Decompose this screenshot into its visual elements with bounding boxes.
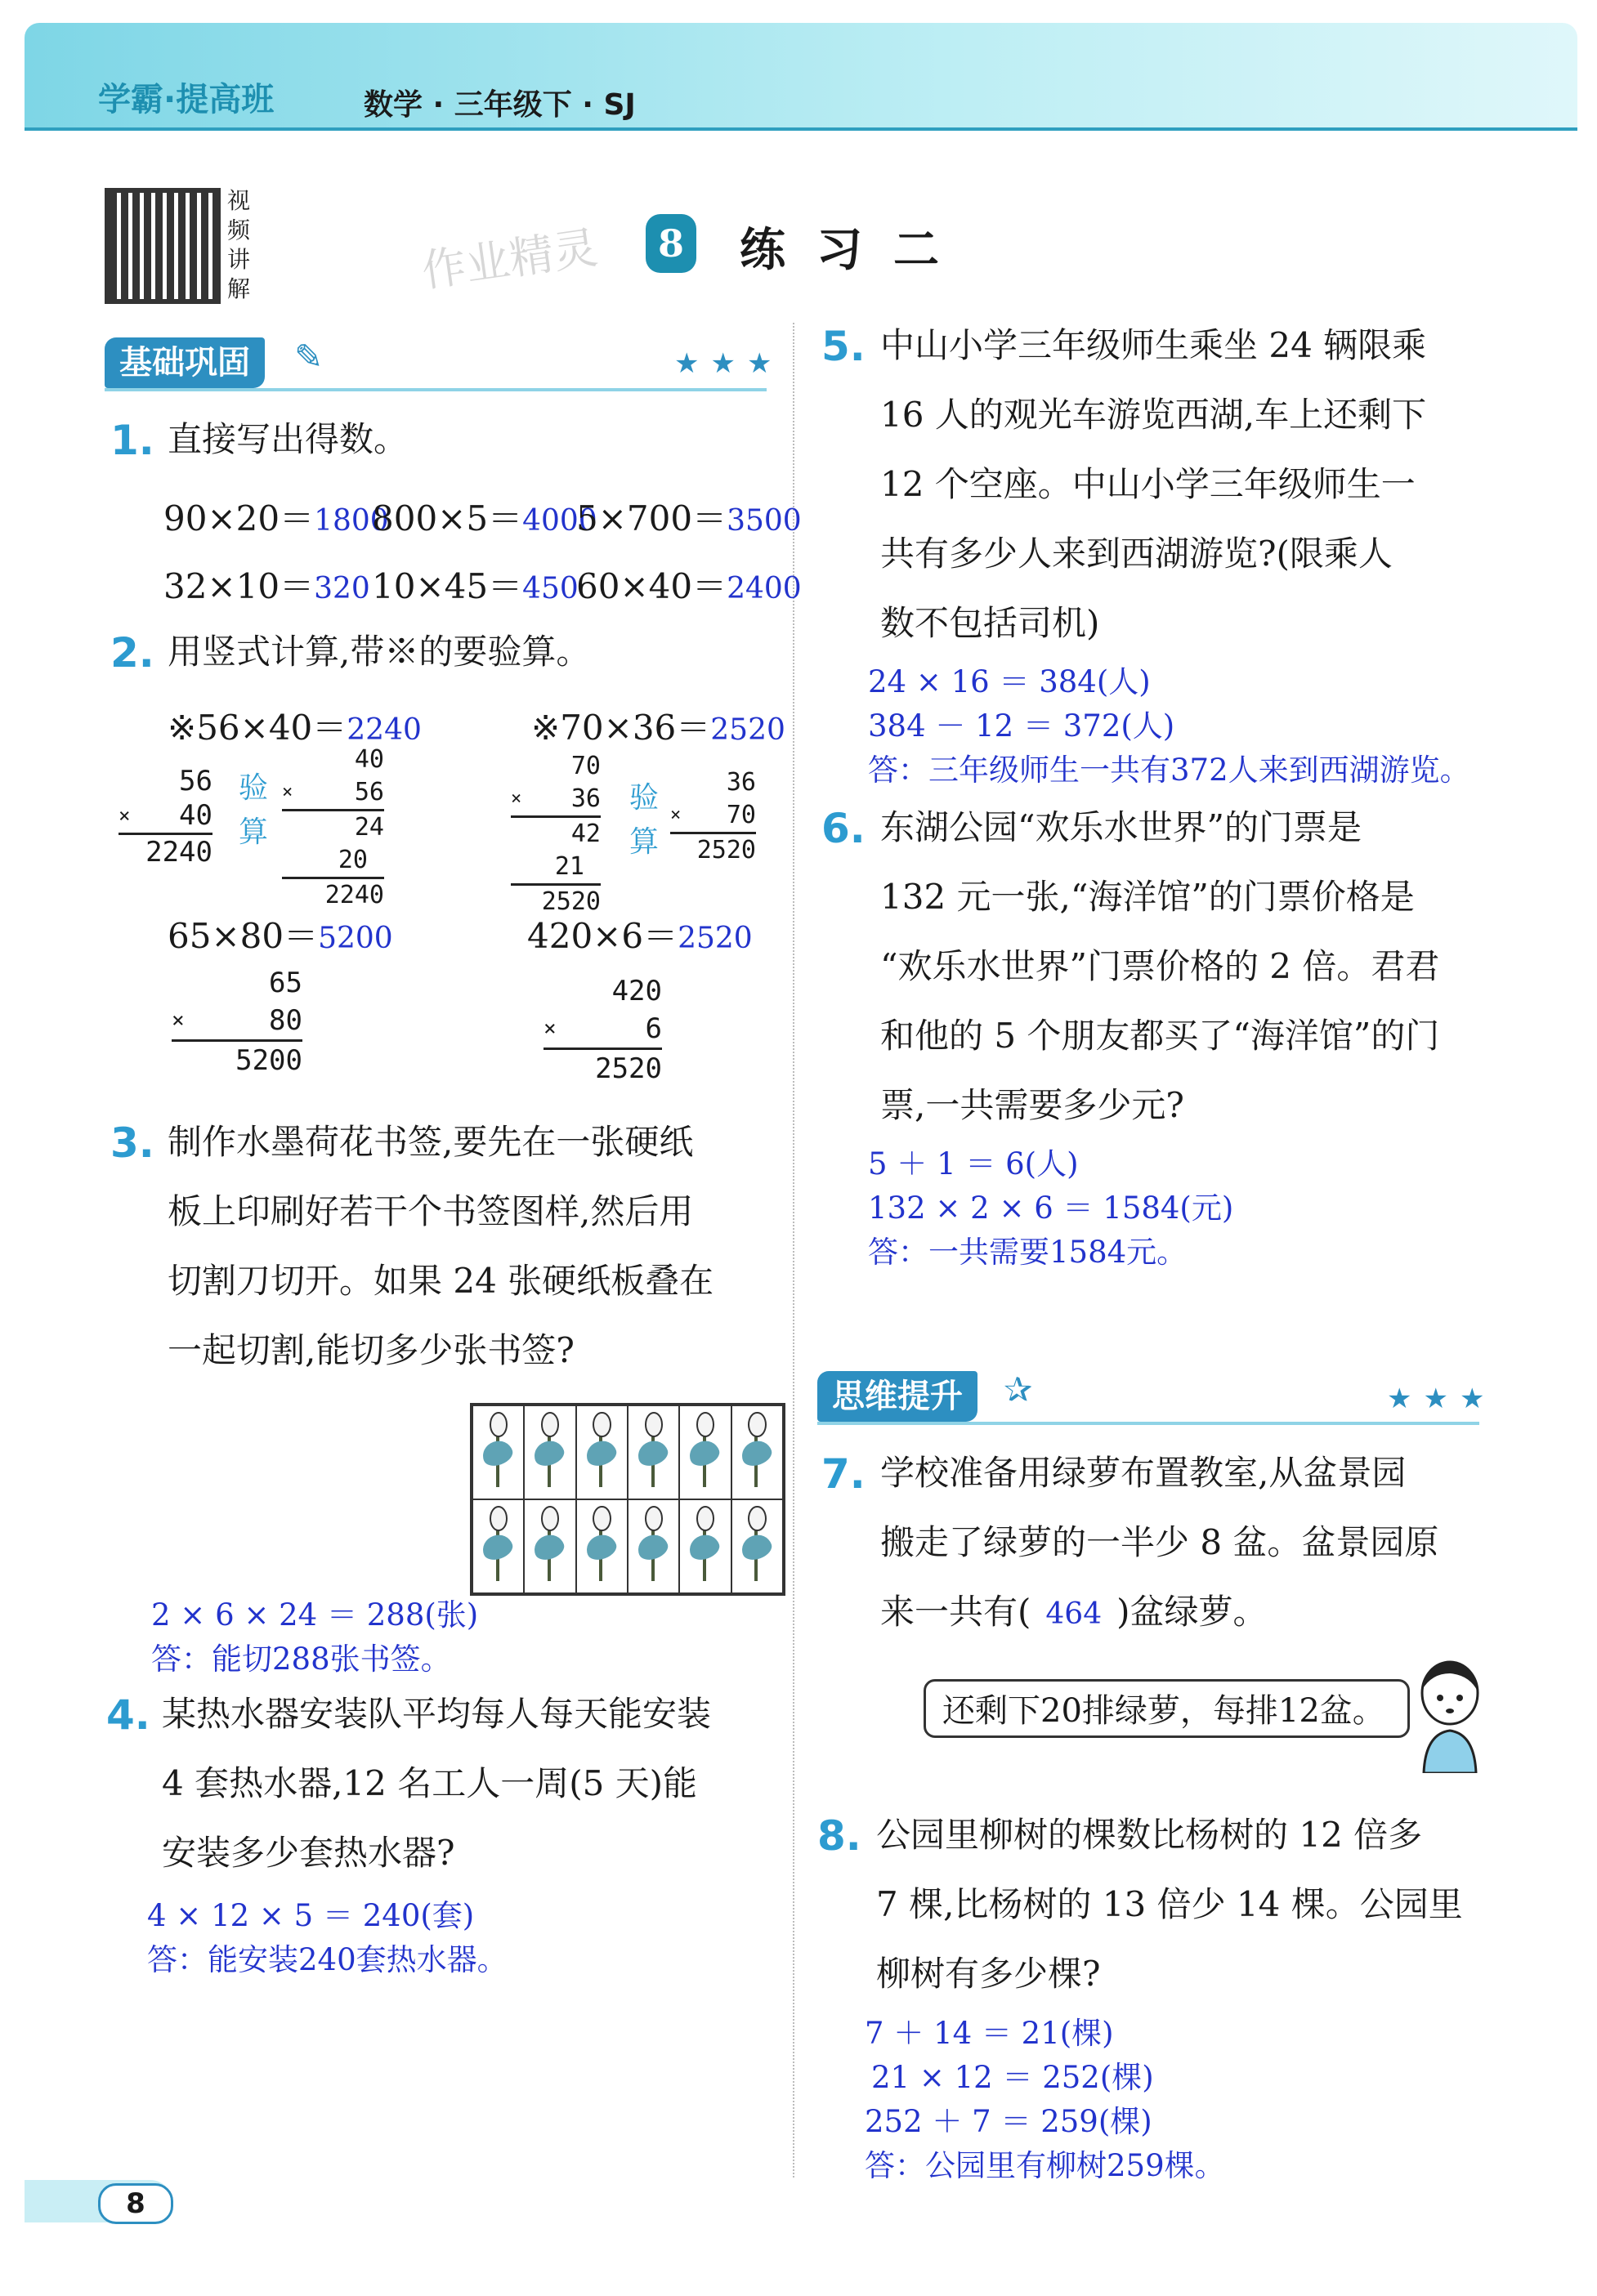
vertical-calc-check: 36 × 70 2520 (670, 766, 756, 867)
question-number: 3. (110, 1119, 154, 1167)
question-text: 学校准备用绿萝布置教室,从盆景园 搬走了绿萝的一半少 8 盆。盆景园原 来一共有( 464 )盆绿萝。 (880, 1453, 1439, 1632)
question-number: 1. (110, 417, 154, 464)
hint-speech-bubble: 还剩下20排绿萝，每排12盆。 (924, 1679, 1410, 1738)
vertical-calc-check: 40 × 56 24 20 2240 (282, 744, 384, 912)
brand-title: 学霸·提高班 (98, 81, 275, 118)
lesson-number-badge: 8 (646, 214, 696, 273)
vertical-calc: 70 × 36 42 21 2520 (511, 750, 601, 918)
q1-item: 10×45＝450 (372, 566, 579, 606)
lotus-bookmark-image (470, 1403, 785, 1596)
question-text: 用竖式计算,带※的要验算。 (168, 632, 591, 672)
difficulty-stars: ★★★ (1387, 1383, 1496, 1415)
q1-item: 32×10＝320 (163, 566, 370, 606)
question-text: 东湖公园“欢乐水世界”的门票是 132 元一张,“海洋馆”的门票价格是 “欢乐水世界”门票价格的 2 倍。君君 和他的 5 个朋友都买了“海洋馆”的门 票,一共需要多少元? (880, 807, 1440, 1125)
question-text: 中山小学三年级师生乘坐 24 辆限乘 16 人的观光车游览西湖,车上还剩下 12 个空座。中山小学三年级师生一 共有多少人来到西湖游览?(限乘人 数不包括司机) (880, 325, 1427, 643)
answer-block: 24 × 16 ＝ 384(人) 384 － 12 ＝ 372(人) 答：三年级师生一共有372人来到西湖游览。 (868, 664, 1470, 788)
qr-label: 视频讲解 (227, 187, 251, 302)
q1-item: 60×40＝2400 (576, 566, 802, 606)
qr-code[interactable] (105, 188, 221, 304)
question-text: 制作水墨荷花书签,要先在一张硬纸 板上印刷好若干个书签图样,然后用 切割刀切开。如果 24 张硬纸板叠在 一起切割,能切多少张书签? (168, 1122, 714, 1370)
q2-item: 65×80＝5200 (168, 916, 393, 956)
question-number: 4. (106, 1691, 150, 1739)
question-number: 6. (821, 805, 866, 852)
vertical-calc: 56 × 40 2240 (119, 765, 212, 869)
section-underline (105, 388, 767, 391)
page-number: 8 (98, 2183, 173, 2224)
answer-block: 2 × 6 × 24 ＝ 288(张) 答：能切288张书签。 (151, 1597, 479, 1677)
answer-block: 4 × 12 × 5 ＝ 240(套) 答：能安装240套热水器。 (147, 1898, 508, 1977)
question-number: 5. (821, 323, 866, 370)
difficulty-stars: ★★★ (674, 347, 784, 380)
watermark: 作业精灵 (418, 221, 601, 297)
q1-item: 5×700＝3500 (576, 498, 802, 538)
verify-label: 验 算 (239, 771, 269, 849)
q2-item: ※70×36＝2520 (531, 708, 785, 748)
question-text: 直接写出得数。 (168, 419, 409, 459)
question-number: 2. (110, 629, 154, 677)
answer-block: 5 ＋ 1 ＝ 6(人) 132 × 2 × 6 ＝ 1584(元) 答：一共需要1584元。 (868, 1146, 1234, 1270)
question-text: 某热水器安装队平均每人每天能安装 4 套热水器,12 名工人一周(5 天)能 安装多少套热水器? (162, 1694, 712, 1873)
verify-label: 验 算 (629, 781, 660, 859)
section-banner-thinking: 思维提升 (817, 1371, 977, 1422)
question-number: 8. (817, 1812, 861, 1860)
vertical-calc: 420 × 6 2520 (544, 972, 662, 1088)
section-underline (817, 1422, 1479, 1425)
subject-label: 数学 · 三年级下 · SJ (364, 88, 636, 122)
header-divider (25, 127, 1577, 131)
answer-block: 7 ＋ 14 ＝ 21(棵) 21 × 12 ＝ 252(棵) 252 ＋ 7 ＝ 259(棵) 答：公园里有柳树259棵。 (865, 2016, 1225, 2183)
q1-item: 90×20＝1800 (163, 498, 389, 538)
section-banner-basic: 基础巩固 (105, 337, 265, 388)
q2-item: 420×6＝2520 (527, 916, 753, 956)
sparkle-icon: ✰ (1004, 1369, 1033, 1409)
vertical-calc: 65 × 80 5200 (172, 964, 302, 1079)
question-number: 7. (821, 1450, 866, 1498)
q1-item: 800×5＝4000 (372, 498, 597, 538)
q2-item: ※56×40＝2240 (168, 708, 422, 748)
pencil-icon: ✎ (294, 337, 324, 377)
question-text: 公园里柳树的棵数比杨树的 12 倍多 7 棵,比杨树的 13 倍少 14 棵。公园里 柳树有多少棵? (876, 1815, 1463, 1994)
lesson-title: 练习二 (740, 223, 970, 277)
boy-illustration (1412, 1659, 1487, 1773)
